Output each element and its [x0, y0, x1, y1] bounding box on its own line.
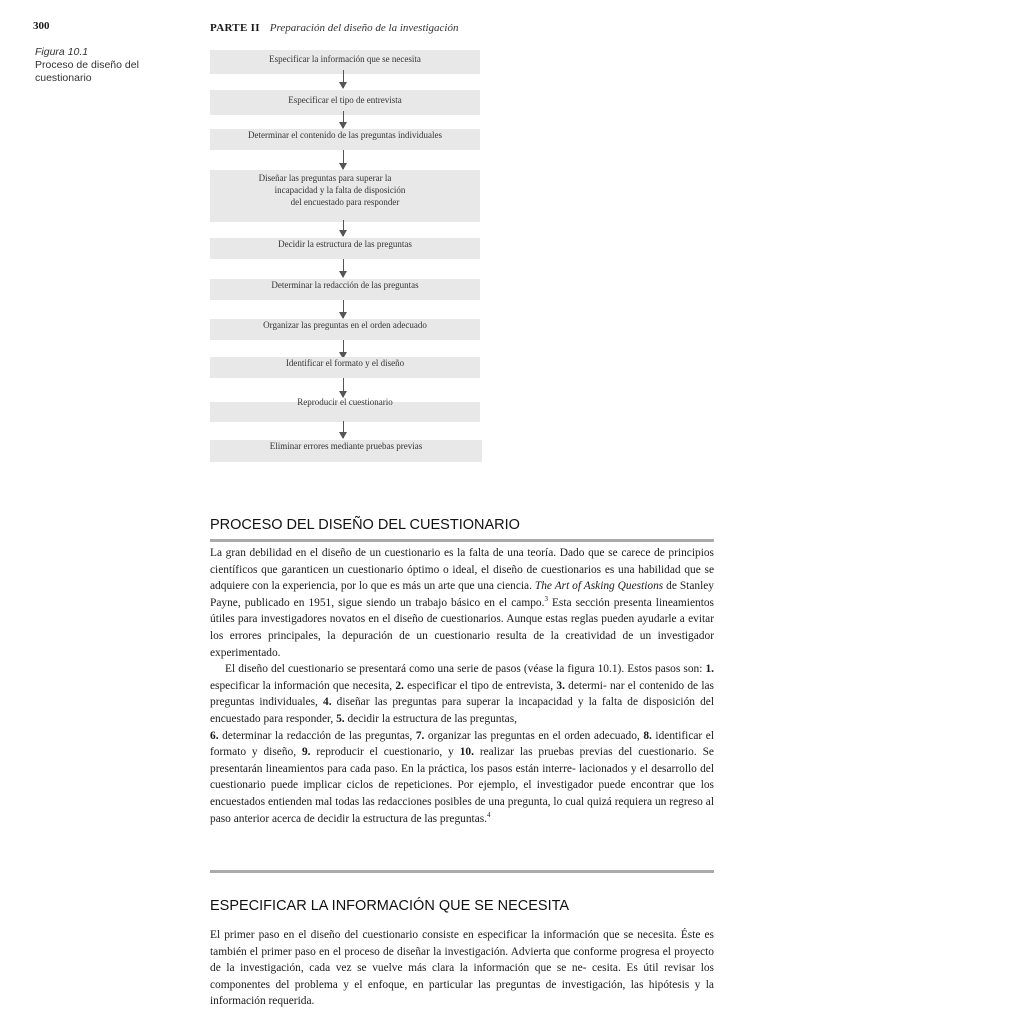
flow-step-7 [210, 319, 480, 340]
flow-step-1 [210, 50, 480, 74]
flow-step-2 [210, 90, 480, 115]
flow-step-3 [210, 129, 480, 150]
flow-step-label: Diseñar las preguntas para superar la [258, 173, 392, 183]
flow-arrow [343, 340, 344, 358]
running-head-title: Preparación del diseño de la investigación [269, 22, 459, 34]
flow-step-6 [210, 279, 480, 300]
flow-arrow [343, 378, 344, 397]
section-divider [210, 870, 714, 873]
flow-step-label: del encuestado para responder [290, 197, 400, 207]
page-number: 300 [33, 20, 50, 32]
section-body-proceso [210, 545, 714, 827]
book-title: The Art of Asking Questions [534, 580, 664, 593]
flow-step-label: Organizar las preguntas en el orden adecuado [263, 320, 427, 330]
flow-step-label: Determinar la redacción de las preguntas [271, 280, 419, 290]
flow-step-4 [210, 170, 480, 222]
flow-arrow [343, 111, 344, 128]
flow-step-9 [210, 397, 480, 422]
flow-step-8 [210, 357, 480, 378]
flow-step-label: Determinar el contenido de las preguntas individuales [248, 130, 442, 140]
flow-arrow [343, 70, 344, 88]
flow-step-label: Especificar la información que se necesita [269, 54, 421, 64]
flow-step-10 [210, 440, 482, 462]
flow-step-label: Eliminar errores mediante pruebas previas [269, 441, 423, 451]
section-body-especificar [210, 927, 714, 1010]
flow-step-label: Especificar el tipo de entrevista [288, 95, 402, 105]
flow-step-label: Decidir la estructura de las preguntas [278, 239, 412, 249]
figure-caption-text: Proceso de diseño del cuestionario [35, 59, 139, 84]
section-heading-proceso: PROCESO DEL DISEÑO DEL CUESTIONARIO [210, 517, 714, 542]
flow-arrow [343, 150, 344, 169]
figure-caption [35, 46, 165, 85]
flow-step-label: Identificar el formato y el diseño [285, 358, 405, 368]
flow-step-label: Reproducir el cuestionario [297, 397, 393, 407]
flow-arrow [343, 259, 344, 277]
figure-number: Figura 10.1 [35, 46, 89, 58]
flow-arrow [343, 421, 344, 438]
flow-arrow [343, 220, 344, 236]
section-heading-especificar: ESPECIFICAR LA INFORMACIÓN QUE SE NECESITA [210, 898, 570, 914]
flow-arrow [343, 300, 344, 318]
running-head [210, 22, 459, 34]
footnote-ref: 4 [487, 810, 491, 819]
paragraph: El diseño del cuestionario se presentará como una serie de pasos (véase la figura 10.1). Estos pasos son: 1. especificar la información que necesita, 2. especificar el tipo de entrevista, 3. determi- nar el contenido de las preguntas individuales, 4. diseñar las preguntas para superar la incapacidad y la falta de disposición del encuestado para responder, 5. decidir la estructura de las preguntas, [210, 663, 714, 725]
paragraph: 6. determinar la redacción de las preguntas, 7. organizar las preguntas en el orden adecuado, 8. identificar el formato y diseño, 9. reproducir el cuestionario, y 10. realizar las pruebas previas del cuestionario. Se presentarán lineamientos para cada paso. En la práctica, los pasos están interre- lacionados y el desarrollo del cuestionario puede implicar ciclos de repeticiones. Por ejemplo, el investigador puede encontrar que los encuestados entienden mal todas las redacciones posibles de una pregunta, lo cual quizá requiera un regreso al paso anterior acerca de decidir la estructura de las preguntas.$^4$ [210, 729, 714, 825]
flow-step-label: incapacidad y la falta de disposición [274, 185, 406, 195]
flow-step-5 [210, 238, 480, 259]
paragraph: La gran debilidad en el diseño de un cuestionario es la falta de una teoría. Dado que se carece de principios científicos que garanticen un cuestionario óptimo o ideal, el diseño de cuestionarios es una habilidad que se adquiere con la experiencia, por lo que es más un arte que una ciencia. The Art of Asking Questions de Stanley Payne, publicado en 1951, sigue siendo un trabajo básico en el campo.$^3$ Esta sección presenta lineamientos útiles para investigadores novatos en el diseño de cuestionarios. Aunque estas reglas pueden ayudarle a evitar los errores principales, la depuración de un cuestionario resulta de la creatividad de un investigador experimentado. [210, 547, 714, 659]
running-head-part: PARTE II [210, 22, 260, 34]
paragraph: El primer paso en el diseño del cuestionario consiste en especificar la información que se necesita. Éste es también el primer paso en el proceso de diseñar la investigación. Advierta que conforme progresa el proyecto de la investigación, cada vez se vuelve más clara la información que se ne- cesita. Es útil revisar los componentes del problema y el enfoque, en particular las preguntas de investigación, las hipótesis y la información requerida. [210, 929, 714, 1008]
footnote-ref: 3 [544, 594, 548, 603]
